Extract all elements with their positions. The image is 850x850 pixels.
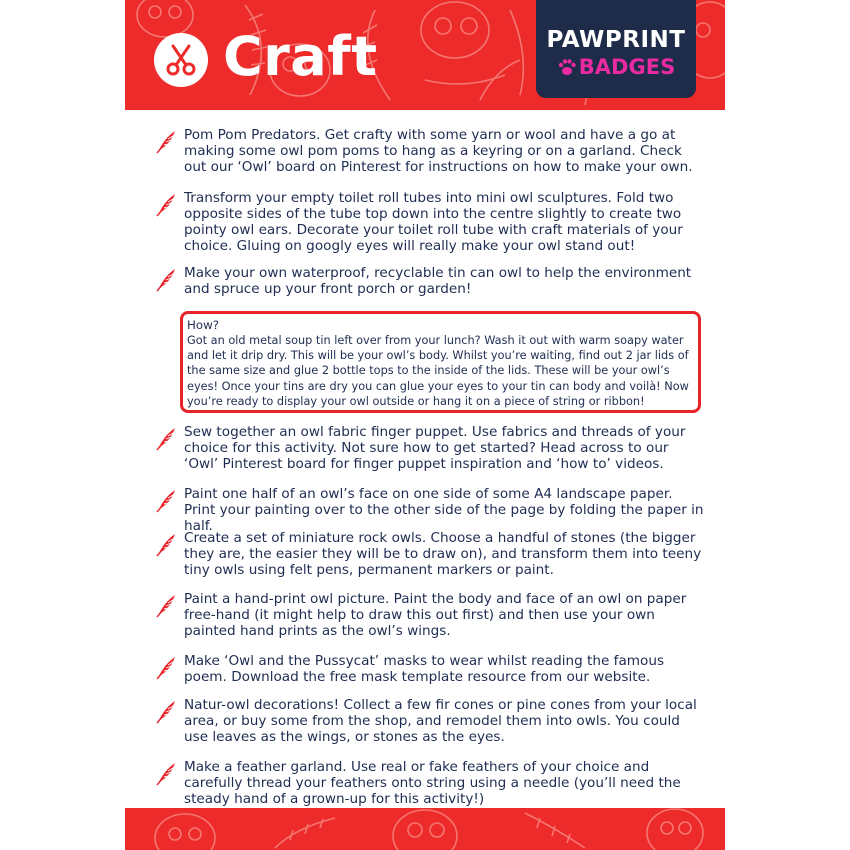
activity-text: Paint a hand-print owl picture. Paint the body and face of an owl on paper free-hand (it might help to draw this out first) and then use your own painted hand prints as the owl’s wings. <box>184 591 687 639</box>
logo-line-1: PAWPRINT <box>546 27 686 53</box>
feather-icon <box>155 268 177 297</box>
footer-banner <box>125 808 725 850</box>
logo-line-2: BADGES <box>578 55 676 79</box>
feather-icon <box>155 489 177 518</box>
activity-text: Make your own waterproof, recyclable tin can owl to help the environment and spruce up your front porch or garden! <box>184 265 692 297</box>
how-box <box>180 311 701 413</box>
craft-sheet <box>125 0 725 850</box>
activity-text: Paint one half of an owl’s face on one side of some A4 landscape paper. Print your painting over to the other side of the page by folding the paper in half. <box>184 486 704 534</box>
how-heading: How? <box>187 318 219 332</box>
footer-pattern <box>125 808 725 850</box>
how-body: Got an old metal soup tin left over from your lunch? Wash it out with warm soapy water and let it drip dry. This will be your owl’s body. Whilst you’re waiting, find out 2 jar lids of the same size and glue 2 bottle tops to the inside of the lids. These will be your owl’s eyes! Once your tins are dry you can glue your eyes to your tin can body and voilà! Now you’re ready to display your owl outside or hang it on a piece of string or ribbon! <box>187 334 689 408</box>
feather-icon <box>155 762 177 791</box>
feather-icon <box>155 130 177 159</box>
activity-text: Create a set of miniature rock owls. Choose a handful of stones (the bigger they are, the easier they will be to draw on), and transform them into teeny tiny owls using felt pens, permanent markers or paint. <box>184 530 702 578</box>
feather-icon <box>155 700 177 729</box>
page-title: Craft <box>223 25 378 88</box>
activity-text: Pom Pom Predators. Get crafty with some yarn or wool and have a go at making some owl pom poms to hang as a keyring or on a garland. Check out our ‘Owl’ board on Pinterest for instructions on how to make your own. <box>184 127 693 175</box>
activity-text: Natur-owl decorations! Collect a few fir cones or pine cones from your local area, or buy some from the shop, and remodel them into owls. You could use leaves as the wings, or stones as the eyes. <box>184 697 697 745</box>
activity-text: Sew together an owl fabric finger puppet. Use fabrics and threads of your choice for this activity. Not sure how to get started? Head across to our ‘Owl’ Pinterest board for finger puppet inspiration and ‘how to’ videos. <box>184 424 686 472</box>
feather-icon <box>155 193 177 222</box>
feather-icon <box>155 594 177 623</box>
feather-icon <box>155 533 177 562</box>
feather-icon <box>155 427 177 456</box>
activity-text: Make ‘Owl and the Pussycat’ masks to wear whilst reading the famous poem. Download the free mask template resource from our website. <box>184 653 665 685</box>
activity-text: Make a feather garland. Use real or fake feathers of your choice and carefully thread your feathers onto string using a needle (you’ll need the steady hand of a grown-up for this activity!) <box>184 759 681 807</box>
feather-icon <box>155 656 177 685</box>
activity-text: Transform your empty toilet roll tubes into mini owl sculptures. Fold two opposite sides of the tube top down into the centre slightly to create two pointy owl ears. Decorate your toilet roll tube with craft materials of your choice. Gluing on googly eyes will really make your owl stand out! <box>184 190 683 254</box>
activity-list <box>125 0 725 850</box>
